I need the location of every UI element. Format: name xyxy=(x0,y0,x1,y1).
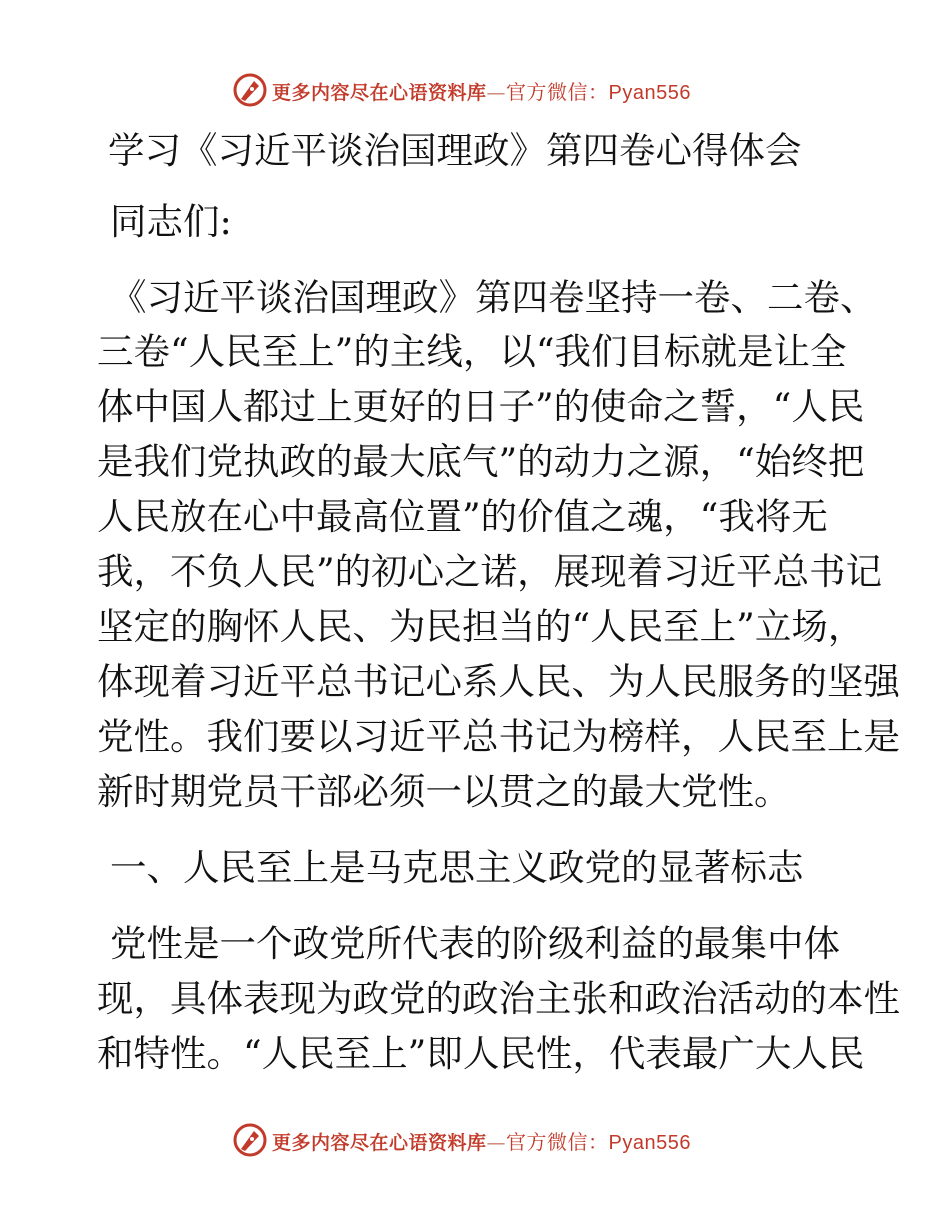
watermark-footer xyxy=(232,1120,691,1160)
pen-nib-logo-icon xyxy=(232,1122,268,1158)
para1-line-8: 体现着习近平总书记心系人民、为人民服务的坚强 xyxy=(97,660,900,703)
para1-line-9: 党性。我们要以习近平总书记为榜样，人民至上是 xyxy=(97,715,900,758)
pen-nib-logo-icon xyxy=(232,72,268,108)
watermark-main: 更多内容尽在心语资料库 xyxy=(272,81,487,104)
watermark-wechat: 官方微信：Pyan556 xyxy=(506,81,691,104)
para1-line-4: 是我们党执政的最大底气”的动力之源，“始终把 xyxy=(97,440,865,483)
salutation: 同志们: xyxy=(110,200,232,243)
watermark-header xyxy=(232,70,691,110)
document-title: 学习《习近平谈治国理政》第四卷心得体会 xyxy=(108,129,802,172)
para1-line-2: 三卷“人民至上”的主线，以“我们目标就是让全 xyxy=(97,330,847,373)
para2-line-2: 现，具体表现为政党的政治主张和政治活动的本性 xyxy=(97,977,900,1020)
para2-line-3: 和特性。“人民至上”即人民性，代表最广大人民 xyxy=(97,1032,865,1075)
watermark-separator: — xyxy=(486,1131,507,1154)
watermark-wechat: 官方微信：Pyan556 xyxy=(506,1131,691,1154)
para1-line-1: 《习近平谈治国理政》第四卷坚持一卷、二卷、 xyxy=(110,276,877,319)
watermark-text xyxy=(272,1126,691,1155)
para1-line-6: 我，不负人民”的初心之诺，展现着习近平总书记 xyxy=(97,550,883,593)
para1-line-3: 体中国人都过上更好的日子”的使命之誓，“人民 xyxy=(97,385,865,428)
watermark-main: 更多内容尽在心语资料库 xyxy=(272,1131,487,1154)
para2-line-1: 党性是一个政党所代表的阶级利益的最集中体 xyxy=(110,922,840,965)
para1-line-10: 新时期党员干部必须一以贯之的最大党性。 xyxy=(97,770,791,813)
para1-line-7: 坚定的胸怀人民、为民担当的“人民至上”立场， xyxy=(97,605,865,648)
section-heading-1: 一、人民至上是马克思主义政党的显著标志 xyxy=(110,846,804,889)
watermark-separator: — xyxy=(486,81,507,104)
para1-line-5: 人民放在心中最高位置”的价值之魂，“我将无 xyxy=(97,495,828,538)
watermark-text xyxy=(272,76,691,105)
